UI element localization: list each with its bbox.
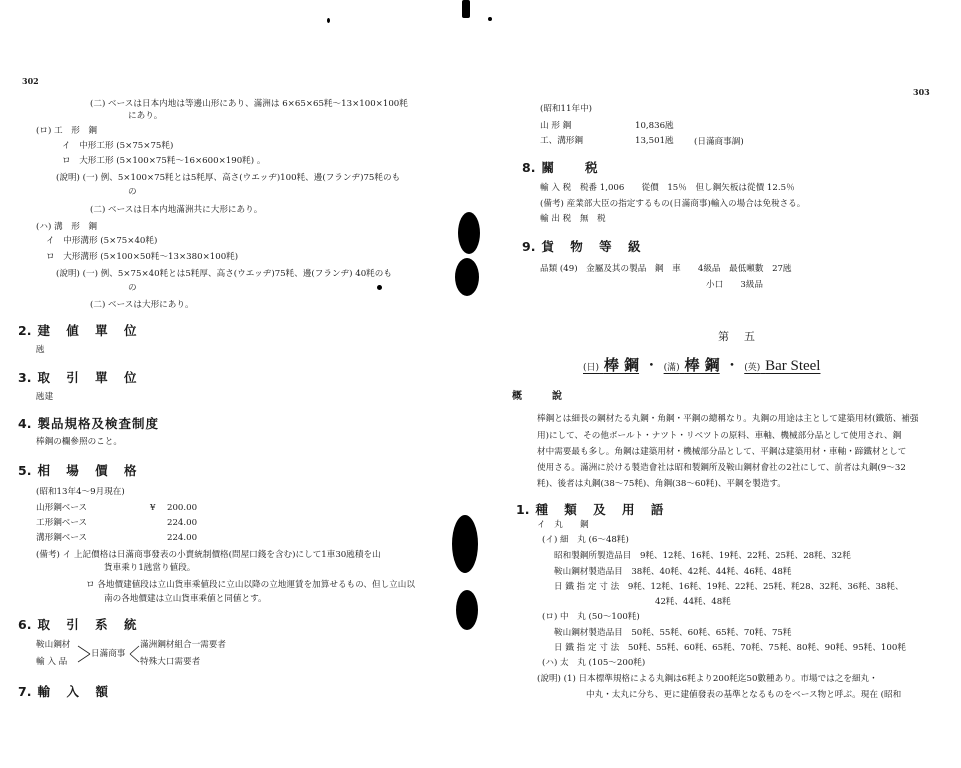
type-line: 鞍山鋼材製造品目 38粍、40粍、42粍、44粍、46粍、48粍 <box>554 567 792 577</box>
price-note: ロ 各地價建値段は立山貨車乘値段に立山以降の立地運賃を加算せるもの、但し立山以 <box>86 580 415 590</box>
price-value: 200.00 <box>167 503 198 513</box>
text-line: (說明) (一) 例、5×100×75粍とは5粍厚、高さ(ウエッヂ)100粍、邊(フランヂ)75粍のも <box>56 173 401 183</box>
text-line: (ロ) 工 形 鋼 <box>36 126 97 136</box>
imports-year: (昭和11年中) <box>540 104 593 114</box>
text-line: にあり。 <box>128 111 163 121</box>
section-heading-7: 7. 輸 入 額 <box>18 684 110 699</box>
tax-line: 輸 入 税 税番 1,006 從價 15％ 但し鋼矢板は從價 12.5％ <box>540 183 795 193</box>
section-heading-2: 2. 建 値 單 位 <box>18 323 143 338</box>
price-value: 224.00 <box>167 518 198 528</box>
scan-speck <box>327 18 330 23</box>
imports-item: 山 形 鋼 <box>540 121 572 131</box>
scan-ink-blot <box>456 590 478 630</box>
price-note: 南の各地價建は立山貨車乘値と同値とす。 <box>104 594 267 604</box>
type-line: (ロ) 中 丸 (50〜100粍) <box>542 612 640 622</box>
overview-heading: 概 說 <box>512 391 562 402</box>
text-line: イ 中形溝形 (5×75×40粍) <box>46 236 158 246</box>
price-item: 工形鋼ベース <box>36 518 88 528</box>
scan-speck <box>377 285 382 290</box>
price-currency: ¥ <box>150 503 156 513</box>
scan-ink-blot <box>458 212 480 254</box>
scan-ink-blot <box>455 258 479 296</box>
imports-value: 13,501瓲 <box>635 136 674 146</box>
price-note: 貨車乘り1瓲當り値段。 <box>104 563 196 573</box>
overview-line: 使用さる。滿洲に於ける製造會社は昭和製鋼所及鞍山鋼材會社の2社にして、前者は丸鋼(9〜32 <box>537 463 906 473</box>
freight-grade-line: 品類 (49) 金屬及其の製品 鋼 車 4級品 最低噸數 27瓲 <box>540 264 792 274</box>
imports-source-note: (日滿商事調) <box>694 137 744 147</box>
section-heading-9: 9. 貨 物 等 級 <box>522 239 647 254</box>
left-page <box>0 0 478 768</box>
tax-line: (備考) 産業部大臣の指定するもの(日滿商事)輸入の場合は免稅さる。 <box>540 199 806 209</box>
overview-line: 材中需要最も多し。角鋼は建築用材・機械部分品として、平鋼は建築用材・車軸・蹄鐵材として <box>537 447 907 457</box>
price-period: (昭和13年4〜9月現在) <box>36 487 125 497</box>
type-line: 昭和製鋼所製造品目 9粍、12粍、16粍、19粍、22粍、25粍、28粍、32粍 <box>554 551 851 561</box>
imports-item: 工、溝形鋼 <box>540 136 583 146</box>
type-line: (イ) 細 丸 (6〜48粍) <box>542 535 629 545</box>
section-heading-1: 1. 種 類 及 用 語 <box>516 502 670 517</box>
section-heading-3: 3. 取 引 單 位 <box>18 370 143 385</box>
chapter-label: 第 五 <box>718 330 757 343</box>
flow-middle: 日滿商事 <box>91 649 126 659</box>
section-heading-8: 8. 關 税 <box>522 160 600 175</box>
section-body: 棒鋼の欄參照のこと。 <box>36 437 122 447</box>
overview-line: 粍)、後者は丸鋼(38〜75粍)、角鋼(38〜60粍)、平鋼を製造す。 <box>537 479 786 489</box>
overview-line: 棒鋼とは細長の鋼材たる丸鋼・角鋼・平鋼の總稱なり。丸鋼の用途は主として建築用材(鐵筋、補强 <box>537 414 919 424</box>
price-item: 溝形鋼ベース <box>36 533 88 543</box>
text-line: (二) ベースは日本内地滿洲共に大形にあり。 <box>90 205 263 215</box>
text-line: の <box>128 283 137 293</box>
subheading: イ 丸 鋼 <box>537 520 589 530</box>
section-heading-6: 6. 取 引 系 統 <box>18 617 143 632</box>
page-number-right: 303 <box>913 87 930 97</box>
text-line: の <box>128 187 137 197</box>
section-heading-4: 4. 製品規格及検査制度 <box>18 416 159 431</box>
chapter-title: (日) 棒 鋼 ・ (滿) 棒 鋼 ・ (英) Bar Steel <box>583 356 821 374</box>
type-line: 日 鐵 指 定 寸 法 50粍、55粍、60粍、65粍、70粍、75粍、80粍、90粍、95粍、100粍 <box>554 643 906 653</box>
price-note: (備考) イ 上記價格は日滿商事發表の小賣統制價格(問屋口錢を含む)にして1車30瓲積を山 <box>36 550 381 560</box>
type-line: (說明) (1) 日本標準規格による丸鋼は6粍より200粍迄50數種あり。市場では之を細丸・ <box>537 674 878 684</box>
text-line: (二) ベースは大形にあり。 <box>90 300 194 310</box>
flow-source: 輸 入 品 <box>36 657 68 667</box>
price-value: 224.00 <box>167 533 198 543</box>
type-line: 鞍山鋼材製造品目 50粍、55粍、60粍、65粍、70粍、75粍 <box>554 628 792 638</box>
flow-source: 鞍山鋼材 <box>36 640 71 650</box>
type-line: 中丸・太丸に分ち、更に建値發表の基準となるものをベース物と呼ぶ。現在 (昭和 <box>586 690 902 700</box>
type-line: 42粍、44粍、48粍 <box>655 597 731 607</box>
scan-ink-blot <box>462 0 470 18</box>
imports-value: 10,836瓲 <box>635 121 674 131</box>
flow-destination: 滿洲鋼材組合一需要者 <box>140 640 226 650</box>
section-body: 瓲建 <box>36 392 54 402</box>
freight-grade-line: 小口 3級品 <box>706 280 764 290</box>
section-body: 瓲 <box>36 345 45 355</box>
type-line: 日 鐵 指 定 寸 法 9粍、12粍、16粍、19粍、22粍、25粍、粍28、32粍、36粍、38粍、 <box>554 582 904 592</box>
text-line: (ハ) 溝 形 鋼 <box>36 222 97 232</box>
text-line: イ 中形工形 (5×75×75粍) <box>62 141 174 151</box>
text-line: (二) ベースは日本内地は等邊山形にあり、滿洲は 6×65×65粍〜13×100×100粍 <box>90 99 408 109</box>
text-line: ロ 大形工形 (5×100×75粍〜16×600×190粍) 。 <box>62 156 266 166</box>
scan-ink-blot <box>452 515 478 573</box>
text-line: (說明) (一) 例、5×75×40粍とは5粍厚、高さ(ウエッヂ)75粍、邊(フランヂ) 40粍のも <box>56 269 392 279</box>
page-number-left: 302 <box>22 76 39 86</box>
right-page <box>480 0 961 768</box>
tax-line: 輸 出 税 無 税 <box>540 214 606 224</box>
flow-destination: 特殊大口需要者 <box>140 657 201 667</box>
text-line: ロ 大形溝形 (5×100×50粍〜13×380×100粍) <box>46 252 239 262</box>
section-heading-5: 5. 相 場 價 格 <box>18 463 143 478</box>
price-item: 山形鋼ベース <box>36 503 88 513</box>
overview-line: 用)にして、その他ボールト・ナツト・リベツトの原料、車軸、機械部分品として使用され、鋼 <box>537 431 902 441</box>
flow-connector-lines <box>76 640 146 670</box>
type-line: (ハ) 太 丸 (105〜200粍) <box>542 658 646 668</box>
